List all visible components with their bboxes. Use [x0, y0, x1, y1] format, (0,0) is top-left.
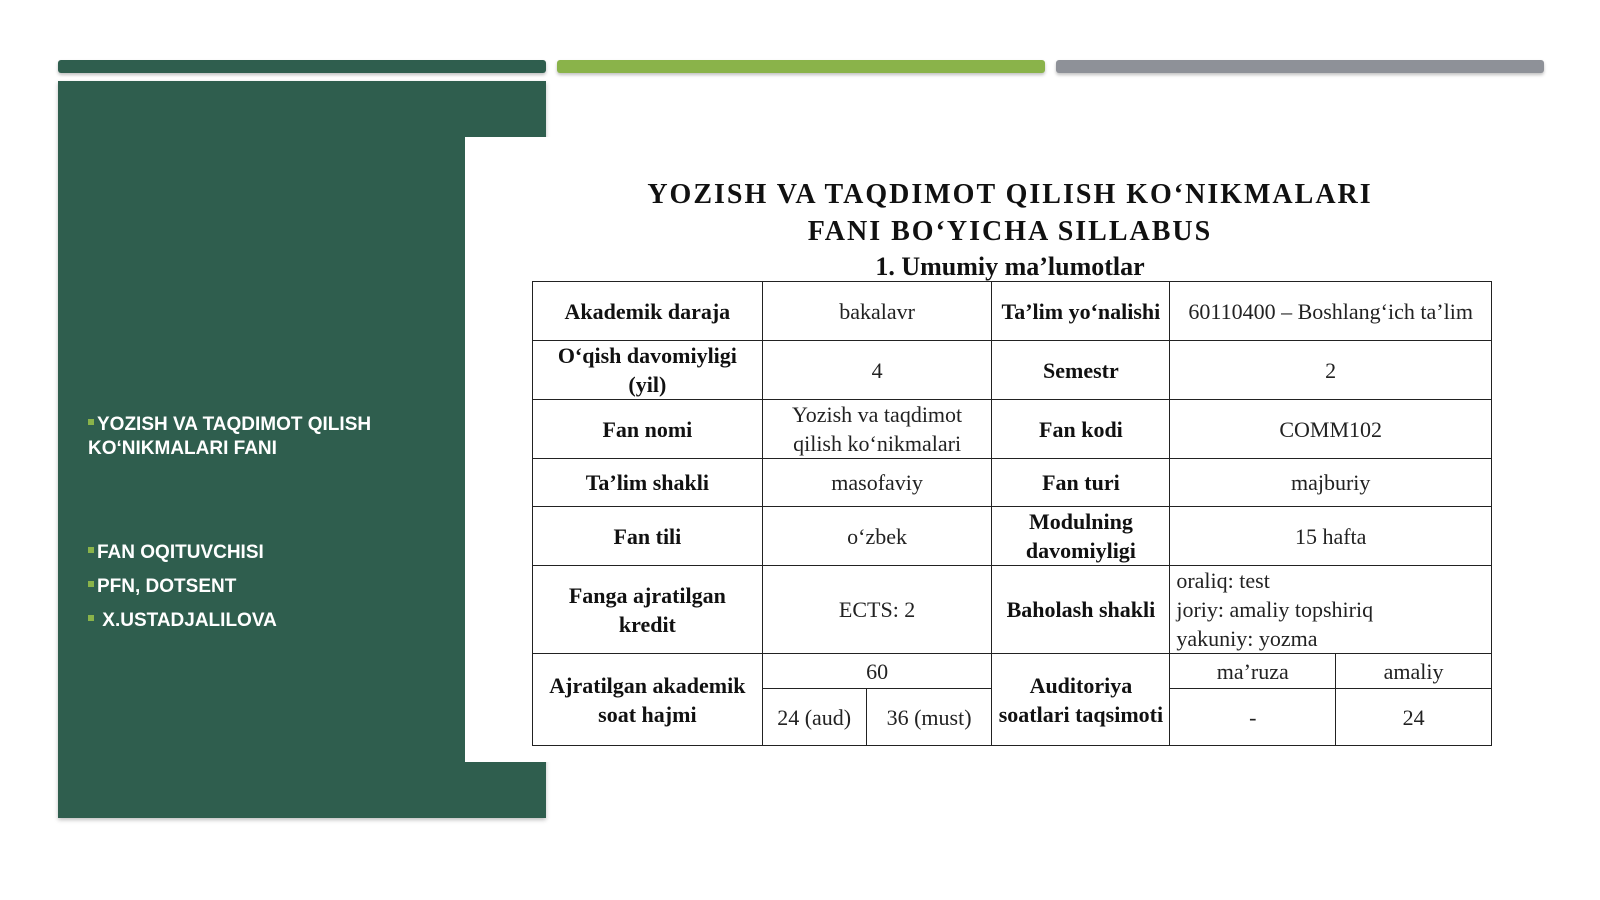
table-row: [533, 507, 1492, 566]
accent-bar-green-light: [557, 60, 1045, 73]
table-cell: Baholash shakli: [992, 566, 1170, 654]
bullet-icon: [88, 581, 94, 587]
sidebar-name: X.USTADJALILOVA: [88, 609, 448, 633]
table-cell: Auditoriya soatlari taqsimoti: [992, 654, 1170, 746]
syllabus-table: [532, 281, 1492, 746]
table-cell: Semestr: [992, 341, 1170, 400]
table-cell: Fan tili: [533, 507, 763, 566]
table-cell: Fan nomi: [533, 400, 763, 459]
table-cell: bakalavr: [762, 282, 992, 341]
table-cell: 4: [762, 341, 992, 400]
table-cell: Fan kodi: [992, 400, 1170, 459]
table-row: [533, 566, 1492, 654]
table-cell: Ta’lim yo‘nalishi: [992, 282, 1170, 341]
table-cell: 2: [1170, 341, 1492, 400]
table-cell: amaliy: [1336, 654, 1492, 689]
table-cell: Modulning davomiyligi: [992, 507, 1170, 566]
table-cell: ma’ruza: [1170, 654, 1336, 689]
assessment-line: joriy: amaliy topshiriq: [1176, 597, 1374, 622]
section-title: 1. Umumiy ma’lumotlar: [875, 252, 1145, 281]
table-cell: Fanga ajratilgan kredit: [533, 566, 763, 654]
table-cell: majburiy: [1170, 459, 1492, 507]
bullet-icon: [88, 615, 94, 621]
table-row: [533, 459, 1492, 507]
syllabus-heading: [540, 176, 1480, 284]
sidebar-teacher-label: FAN OQITUVCHISI: [88, 541, 448, 565]
sidebar-course-title: YOZISH VA TAQDIMOT QILISH KO‘NIKMALARI FANI: [88, 414, 372, 459]
table-cell: Fan turi: [992, 459, 1170, 507]
table-cell: 24: [1336, 689, 1492, 746]
table-cell: 60110400 – Boshlang‘ich ta’lim: [1170, 282, 1492, 341]
sidebar-text: [88, 413, 448, 633]
table-cell: ECTS: 2: [762, 566, 992, 654]
accent-bar-green-dark: [58, 60, 546, 73]
table-cell: Yozish va taqdimot qilish ko‘nikmalari: [762, 400, 992, 459]
heading-line-2: FANI BO‘YICHA SILLABUS: [807, 216, 1213, 247]
heading-line-1: YOZISH VA TAQDIMOT QILISH KO‘NIKMALARI: [647, 179, 1373, 210]
assessment-cell: [1170, 566, 1492, 654]
table-cell: 60: [762, 654, 992, 689]
table-row: [533, 654, 1492, 689]
table-row: [533, 400, 1492, 459]
table-cell: Ta’lim shakli: [533, 459, 763, 507]
sidebar-degree: PFN, DOTSENT: [88, 575, 448, 599]
assessment-line: yakuniy: yozma: [1176, 626, 1318, 651]
table-row: [533, 341, 1492, 400]
table-cell: Akademik daraja: [533, 282, 763, 341]
table-row: [533, 282, 1492, 341]
accent-bar-gray: [1056, 60, 1544, 73]
assessment-line: oraliq: test: [1176, 568, 1270, 593]
table-cell: masofaviy: [762, 459, 992, 507]
bullet-icon: [88, 547, 94, 553]
table-cell: 15 hafta: [1170, 507, 1492, 566]
bullet-icon: [88, 419, 94, 425]
table-cell: O‘qish davomiyligi (yil): [533, 341, 763, 400]
table-cell: Ajratilgan akademik soat hajmi: [533, 654, 763, 746]
table-cell: o‘zbek: [762, 507, 992, 566]
table-cell: 24 (aud): [762, 689, 866, 746]
table-cell: COMM102: [1170, 400, 1492, 459]
table-cell: -: [1170, 689, 1336, 746]
table-cell: 36 (must): [866, 689, 992, 746]
